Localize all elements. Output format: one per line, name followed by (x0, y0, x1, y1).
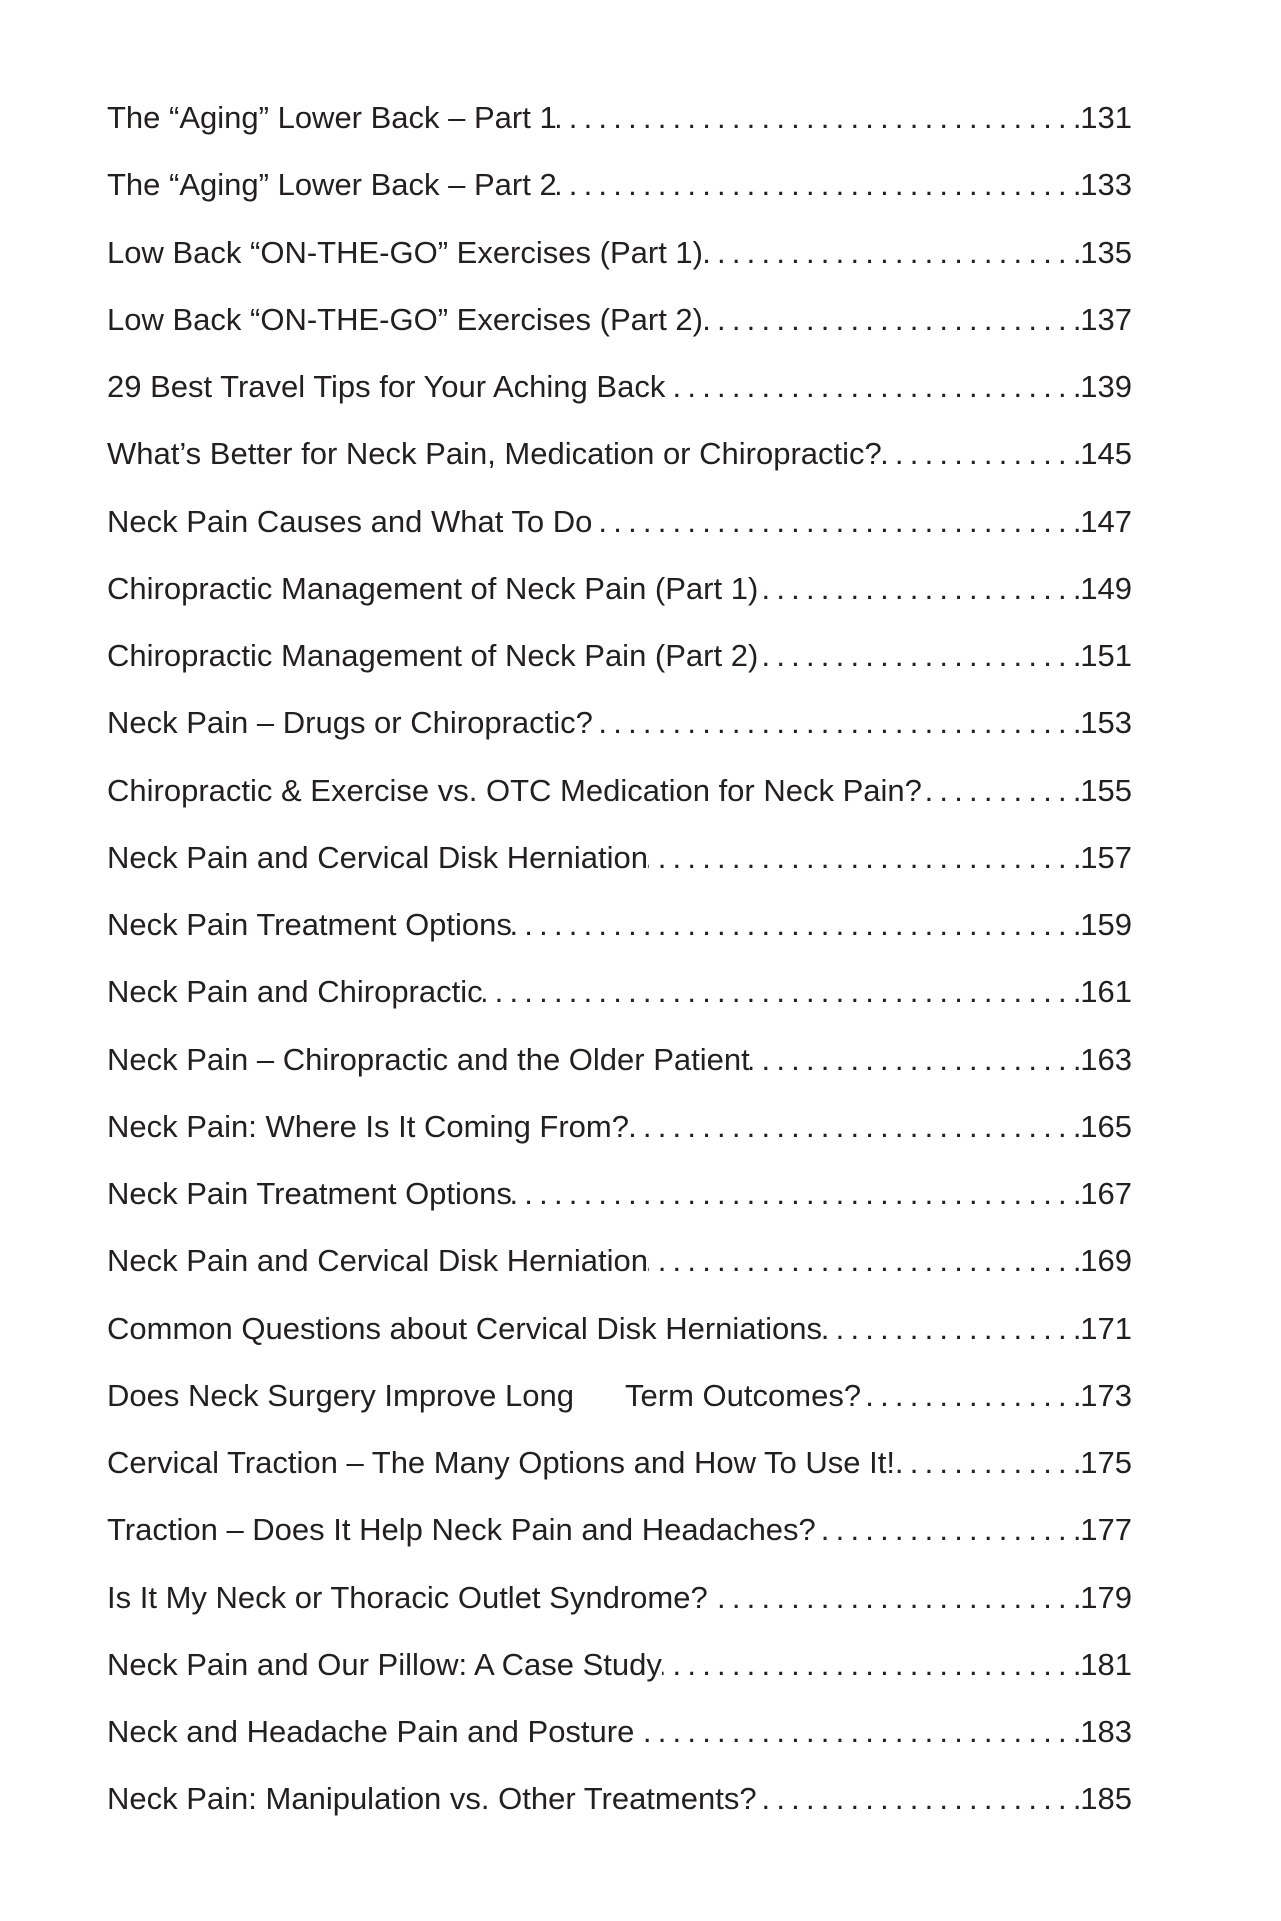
toc-entry[interactable] (107, 496, 1132, 563)
dot-leader (757, 1773, 1081, 1825)
toc-entry-title: Neck Pain Treatment Options (107, 907, 512, 942)
toc-entry[interactable] (107, 1437, 1132, 1504)
toc-entry-title: Neck Pain: Manipulation vs. Other Treatments? (107, 1781, 757, 1817)
dot-leader (662, 1639, 1080, 1691)
dot-leader (703, 294, 1080, 346)
dot-leader (634, 1706, 1080, 1758)
toc-entry[interactable] (107, 1303, 1132, 1370)
toc-entry-page-number: 149 (1080, 570, 1132, 606)
dot-leader (593, 697, 1080, 749)
toc-entry[interactable] (107, 899, 1132, 966)
toc-entry-title: 29 Best Travel Tips for Your Aching Back (107, 369, 666, 404)
toc-entry-page-number: 155 (1080, 772, 1132, 808)
dot-leader (758, 630, 1080, 682)
dot-leader (557, 159, 1081, 211)
toc-entry-title: Does Neck Surgery Improve Long Term Outcomes? (107, 1377, 862, 1413)
toc-entry-title: Common Questions about Cervical Disk Herniations (107, 1310, 823, 1346)
toc-entry-title: Chiropractic Management of Neck Pain (Part 2) (107, 638, 759, 673)
toc-entry[interactable] (107, 428, 1132, 495)
toc-entry[interactable] (107, 361, 1132, 428)
toc-entry-page-number: 173 (1080, 1377, 1132, 1413)
toc-entry-title: What’s Better for Neck Pain, Medication or Chiropractic? (107, 436, 882, 472)
dot-leader (557, 92, 1081, 144)
toc-entry[interactable] (107, 1034, 1132, 1101)
toc-entry[interactable] (107, 1235, 1132, 1302)
dot-leader (882, 428, 1081, 480)
dot-leader (592, 496, 1080, 548)
toc-entry[interactable] (107, 159, 1132, 226)
toc-entry-page-number: 179 (1080, 1579, 1132, 1615)
dot-leader (648, 832, 1080, 884)
toc-entry-title: Cervical Traction – The Many Options and How To Use It! (107, 1445, 895, 1480)
toc-entry[interactable] (107, 697, 1132, 764)
toc-entry[interactable] (107, 92, 1132, 159)
dot-leader (512, 899, 1080, 951)
toc-entry-title: Is It My Neck or Thoracic Outlet Syndrome? (107, 1579, 708, 1615)
toc-entry-title: Neck Pain and Chiropractic (107, 974, 483, 1010)
dot-leader (629, 1101, 1080, 1153)
toc-entry-page-number: 171 (1080, 1310, 1132, 1346)
toc-entry-page-number: 181 (1080, 1646, 1132, 1682)
toc-entry-page-number: 151 (1080, 638, 1132, 673)
toc-entry-page-number: 169 (1080, 1243, 1132, 1279)
toc-entry-title: Low Back “ON-THE-GO” Exercises (Part 2) (107, 301, 703, 337)
toc-entry-title: Chiropractic Management of Neck Pain (Part 1) (107, 570, 759, 606)
toc-entry[interactable] (107, 832, 1132, 899)
toc-entry-title: The “Aging” Lower Back – Part 1 (107, 100, 557, 135)
dot-leader (822, 1303, 1080, 1355)
toc-entry-page-number: 157 (1080, 839, 1132, 875)
dot-leader (758, 563, 1080, 615)
toc-entry-page-number: 161 (1080, 974, 1132, 1010)
toc-entry-title: Low Back “ON-THE-GO” Exercises (Part 1) (107, 234, 703, 270)
toc-entry[interactable] (107, 1706, 1132, 1773)
toc-entry-title: Neck and Headache Pain and Posture (107, 1714, 635, 1749)
dot-leader (703, 227, 1080, 279)
toc-entry[interactable] (107, 966, 1132, 1033)
dot-leader (708, 1572, 1081, 1624)
toc-entry-page-number: 139 (1080, 369, 1132, 404)
dot-leader (512, 1168, 1080, 1220)
toc-entry-title: Neck Pain Treatment Options (107, 1176, 512, 1211)
toc-entry[interactable] (107, 227, 1132, 294)
toc-entry[interactable] (107, 1639, 1132, 1706)
toc-entry-page-number: 159 (1080, 907, 1132, 942)
toc-entry-page-number: 147 (1080, 503, 1132, 539)
toc-entry-title: Neck Pain and Cervical Disk Herniation (107, 839, 649, 875)
toc-entry-page-number: 163 (1080, 1041, 1132, 1077)
dot-leader (895, 1437, 1080, 1489)
toc-entry-title: Neck Pain – Drugs or Chiropractic? (107, 705, 593, 741)
toc-entry[interactable] (107, 765, 1132, 832)
toc-entry[interactable] (107, 1370, 1132, 1437)
toc-entry-page-number: 153 (1080, 705, 1132, 741)
toc-entry-title: Neck Pain and Cervical Disk Herniation (107, 1243, 649, 1279)
toc-entry-title: Neck Pain Causes and What To Do (107, 503, 593, 539)
toc-entry-page-number: 133 (1080, 167, 1132, 203)
toc-entry[interactable] (107, 1504, 1132, 1571)
toc-entry-page-number: 175 (1080, 1445, 1132, 1480)
toc-entry-title: Neck Pain: Where Is It Coming From? (107, 1108, 629, 1144)
toc-entry-page-number: 165 (1080, 1108, 1132, 1144)
toc-entry[interactable] (107, 1773, 1132, 1840)
toc-entry-page-number: 137 (1080, 301, 1132, 337)
toc-entry-title: Traction – Does It Help Neck Pain and Headaches? (107, 1512, 816, 1548)
toc-entry-page-number: 135 (1080, 234, 1132, 270)
dot-leader (648, 1235, 1080, 1287)
toc-entry[interactable] (107, 1168, 1132, 1235)
dot-leader (922, 765, 1080, 817)
toc-entry-title: Chiropractic & Exercise vs. OTC Medication for Neck Pain? (107, 772, 922, 808)
toc-entry-title: The “Aging” Lower Back – Part 2 (107, 167, 557, 203)
dot-leader (483, 966, 1081, 1018)
toc-entry-title: Neck Pain and Our Pillow: A Case Study (107, 1646, 662, 1682)
toc-entry-page-number: 131 (1080, 100, 1132, 135)
toc-entry[interactable] (107, 563, 1132, 630)
dot-leader (665, 361, 1080, 413)
toc-entry-page-number: 177 (1080, 1512, 1132, 1548)
toc-entry-title: Neck Pain – Chiropractic and the Older Patient (107, 1041, 750, 1077)
dot-leader (750, 1034, 1081, 1086)
toc-entry-page-number: 185 (1080, 1781, 1132, 1817)
toc-entry[interactable] (107, 1572, 1132, 1639)
toc-entry-page-number: 183 (1080, 1714, 1132, 1749)
toc-entry-page-number: 145 (1080, 436, 1132, 472)
toc-entry[interactable] (107, 294, 1132, 361)
dot-leader (816, 1504, 1080, 1556)
table-of-contents (107, 92, 1132, 1841)
toc-entry[interactable] (107, 1101, 1132, 1168)
toc-entry[interactable] (107, 630, 1132, 697)
toc-entry-page-number: 167 (1080, 1176, 1132, 1211)
dot-leader (861, 1370, 1080, 1422)
